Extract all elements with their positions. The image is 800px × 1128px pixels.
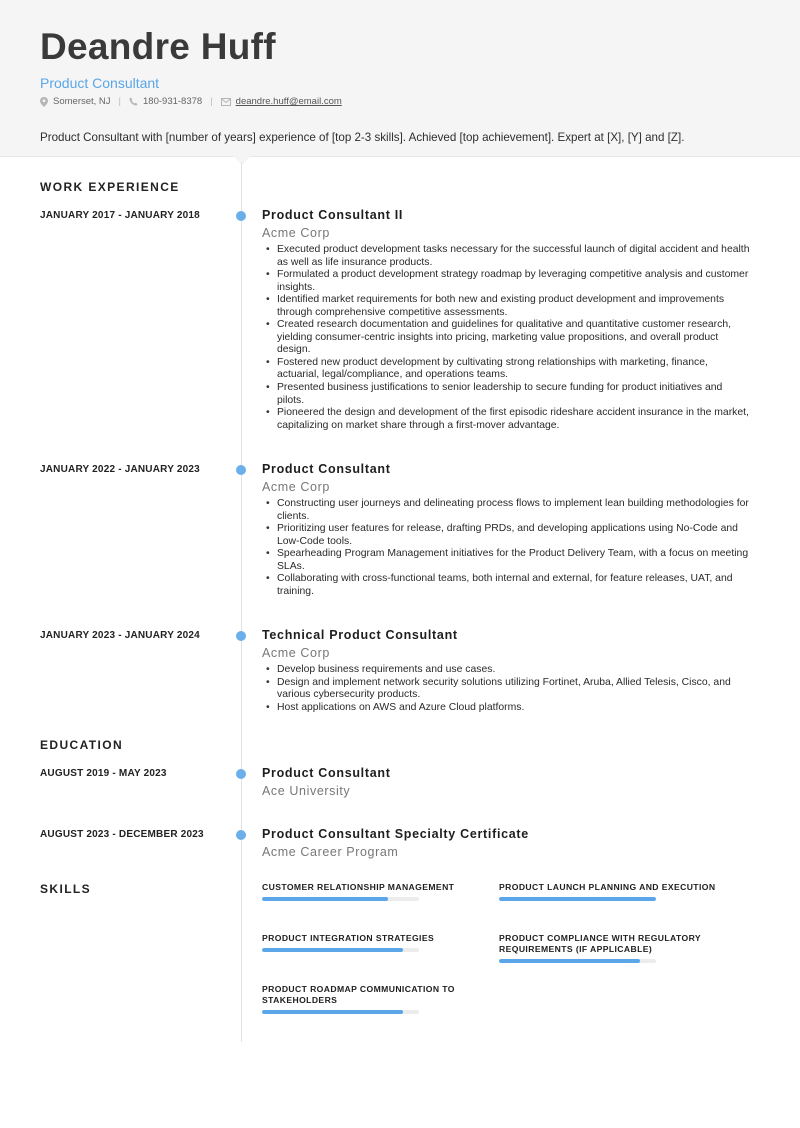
entry-date: AUGUST 2023 - DECEMBER 2023: [40, 829, 204, 840]
bullet-item: • Prioritizing user features for release, drafting PRDs, and developing applications using No-Code and Low-Code tools.: [277, 523, 752, 548]
entry-degree: Product Consultant: [262, 766, 391, 780]
timeline-dot: [236, 211, 246, 221]
resume-header: [0, 0, 800, 157]
entry-role: Technical Product Consultant: [262, 628, 458, 642]
bullet-item: • Develop business requirements and use cases.: [277, 664, 752, 677]
education-heading: EDUCATION: [40, 738, 124, 752]
location-text: Somerset, NJ: [53, 96, 111, 107]
skill-label: PRODUCT LAUNCH PLANNING AND EXECUTION: [499, 882, 716, 892]
header-notch: [233, 156, 251, 165]
bullet-item: • Spearheading Program Management initiatives for the Product Delivery Team, with a focus on meeting SLAs.: [277, 548, 752, 573]
entry-date: AUGUST 2019 - MAY 2023: [40, 768, 167, 779]
contact-separator: |: [210, 96, 213, 107]
bullet-item: • Identified market requirements for both new and existing product development and improvements through comprehensive competitive assessments.: [277, 294, 752, 319]
entry-role: Product Consultant II: [262, 208, 404, 222]
skill-bar-fill: [262, 1010, 403, 1014]
entry-institution: Ace University: [262, 784, 351, 798]
bullet-item: • Design and implement network security solutions utilizing Fortinet, Aruba, Allied Telesis, Cisco, and various cybersecurity products.: [277, 677, 752, 702]
bullet-item: • Executed product development tasks necessary for the successful launch of digital accident and health as well as life insurance products.: [277, 244, 752, 269]
skill-bar-fill: [262, 948, 403, 952]
skill-label: PRODUCT COMPLIANCE WITH REGULATORY REQUIREMENTS (IF APPLICABLE): [499, 933, 701, 954]
contact-separator: |: [118, 96, 122, 107]
skill-bar-fill: [499, 959, 640, 963]
entry-bullets: [277, 498, 752, 598]
bullet-item: • Collaborating with cross-functional teams, both internal and external, for feature releases, UAT, and training.: [277, 573, 752, 598]
skill-item: [262, 933, 487, 952]
skill-bar-fill: [499, 897, 656, 901]
skill-bar-track: [262, 948, 419, 952]
timeline-dot: [236, 631, 246, 641]
candidate-name: Deandre Huff: [40, 26, 276, 67]
location-pin-icon: [40, 97, 48, 107]
bullet-item: • Constructing user journeys and delineating process flows to implement lean building methodologies for clients.: [277, 498, 752, 523]
bullet-item: • Presented business justifications to senior leadership to secure funding for product initiatives and pilots.: [277, 382, 752, 407]
timeline-dot: [236, 769, 246, 779]
entry-date: JANUARY 2017 - JANUARY 2018: [40, 210, 200, 221]
bullet-item: • Formulated a product development strategy roadmap by leveraging competitive analysis and customer insights.: [277, 269, 752, 294]
entry-organization: Acme Corp: [262, 226, 330, 240]
timeline-dot: [236, 830, 246, 840]
entry-organization: Acme Corp: [262, 646, 330, 660]
bullet-item: • Host applications on AWS and Azure Cloud platforms.: [277, 702, 752, 715]
entry-bullets: [277, 244, 752, 432]
skill-bar-fill: [262, 897, 388, 901]
skill-item: [499, 933, 724, 963]
skill-item: [262, 882, 487, 901]
email-item[interactable]: [221, 96, 342, 107]
contact-info: [40, 96, 342, 107]
skill-bar-track: [499, 959, 656, 963]
entry-date: JANUARY 2023 - JANUARY 2024: [40, 630, 200, 641]
bullet-item: • Pioneered the design and development of the first episodic rideshare accident insurance in the market, capitalizing on market share through a first-mover advantage.: [277, 407, 752, 432]
work-experience-heading: WORK EXPERIENCE: [40, 180, 180, 194]
phone-icon: [129, 97, 138, 106]
skill-bar-track: [262, 1010, 419, 1014]
phone-item: [129, 96, 202, 107]
phone-text: 180-931-8378: [143, 96, 203, 107]
entry-date: JANUARY 2022 - JANUARY 2023: [40, 464, 200, 475]
envelope-icon: [221, 98, 231, 106]
professional-summary: Product Consultant with [number of years] experience of [top 2-3 skills]. Achieved [top achievement]. Expert at [X], [Y] and [Z].: [40, 131, 685, 144]
entry-degree: Product Consultant Specialty Certificate: [262, 827, 529, 841]
skill-bar-track: [262, 897, 419, 901]
candidate-title: Product Consultant: [40, 75, 160, 91]
bullet-item: • Fostered new product development by cultivating strong relationships with marketing, finance, actuarial, legal/compliance, and operations teams.: [277, 357, 752, 382]
timeline-line: [241, 162, 242, 1042]
entry-role: Product Consultant: [262, 462, 391, 476]
skill-label: CUSTOMER RELATIONSHIP MANAGEMENT: [262, 882, 455, 892]
skills-heading: SKILLS: [40, 882, 92, 896]
email-link[interactable]: deandre.huff@email.com: [235, 96, 342, 107]
timeline-dot: [236, 465, 246, 475]
entry-organization: Acme Corp: [262, 480, 330, 494]
location-item: [40, 96, 111, 107]
skill-label: PRODUCT ROADMAP COMMUNICATION TO STAKEHOLDERS: [262, 984, 455, 1005]
entry-bullets: [277, 664, 752, 714]
skill-bar-track: [499, 897, 656, 901]
skill-item: [499, 882, 724, 901]
skill-item: [262, 984, 487, 1014]
bullet-item: • Created research documentation and guidelines for qualitative and quantitative customer research, yielding consumer-centric insights into pricing, marketing value propositions, and overall product design.: [277, 319, 752, 357]
skill-label: PRODUCT INTEGRATION STRATEGIES: [262, 933, 435, 943]
entry-institution: Acme Career Program: [262, 845, 399, 859]
